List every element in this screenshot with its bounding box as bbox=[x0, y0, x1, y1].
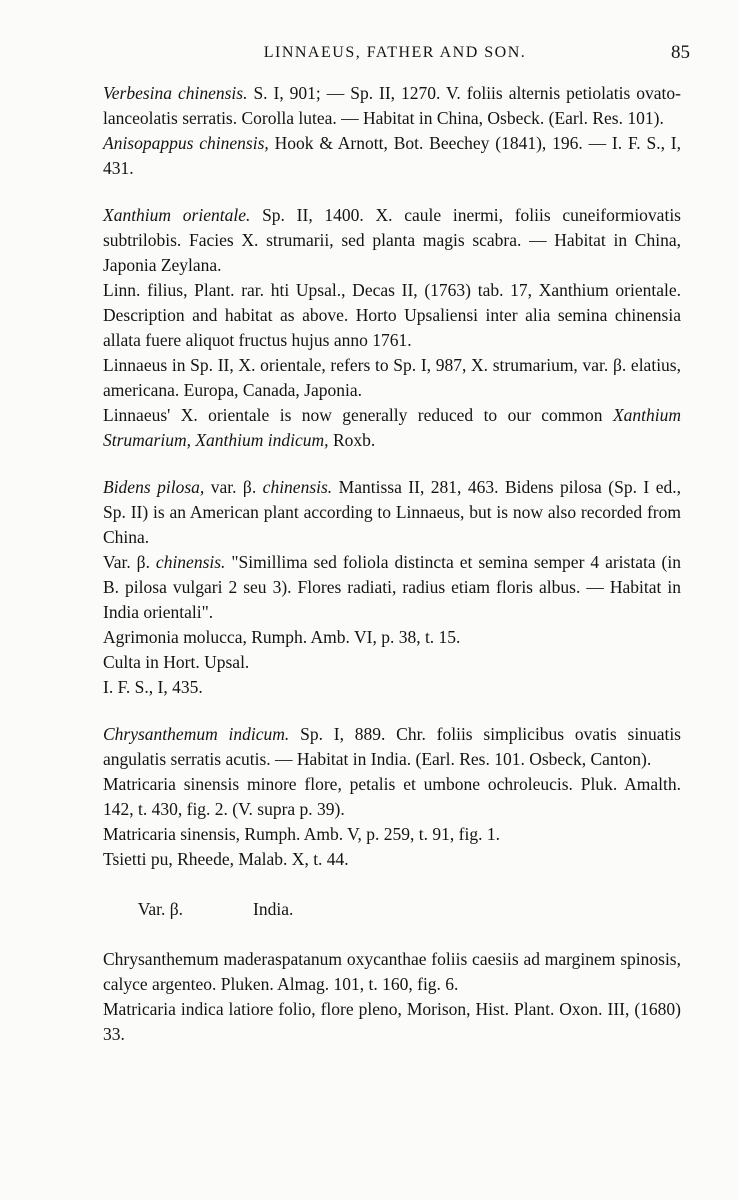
paragraph bbox=[103, 353, 681, 403]
paragraph bbox=[103, 722, 681, 772]
entry-verbesina bbox=[103, 81, 681, 181]
paragraph-text: Tsietti pu, Rheede, Malab. X, t. 44. bbox=[103, 849, 349, 869]
paragraph-text: Linnaeus' X. orientale is now generally reduced to our common bbox=[103, 405, 613, 425]
paragraph bbox=[103, 278, 681, 353]
paragraph-text: Roxb. bbox=[328, 430, 376, 450]
paragraph bbox=[103, 675, 681, 700]
paragraph-text: Sp. II, 1400. X. caule inermi, foliis cuneiformiovatis subtrilobis. Facies X. strumarii, sed planta magis scabra. — Habitat in China, Japonia Zeylana. bbox=[103, 205, 681, 275]
running-head: LINNAEUS, FATHER AND SON. bbox=[263, 44, 527, 61]
paragraph-text: Matricaria sinensis, Rumph. Amb. V, p. 259, t. 91, fig. 1. bbox=[103, 824, 500, 844]
paragraph bbox=[103, 650, 681, 675]
paragraph-text: Linnaeus in Sp. II, X. orientale, refers to Sp. I, 987, X. strumarium, var. β. elatius, americana. Europa, Canada, Japonia. bbox=[103, 355, 681, 400]
paragraph bbox=[103, 997, 681, 1047]
taxon-name: Xanthium orientale. bbox=[103, 205, 251, 225]
paragraph bbox=[103, 550, 681, 625]
taxon-name: Anisopappus chinensis, bbox=[103, 133, 269, 153]
entry-chrysanthemum bbox=[103, 722, 681, 1047]
paragraph-text: Matricaria indica latiore folio, flore pleno, Morison, Hist. Plant. Oxon. III, (1680) 33. bbox=[103, 999, 681, 1044]
paragraph-text: var. β. bbox=[204, 477, 263, 497]
paragraph bbox=[103, 872, 681, 947]
paragraph bbox=[103, 772, 681, 822]
paragraph-text: Var. β. India. bbox=[137, 899, 294, 919]
paragraph bbox=[103, 947, 681, 997]
paragraph-text: Mantissa II, 281, 463. Bidens pilosa (Sp. I ed., Sp. II) is an American plant according to Linnaeus, but is now also recorded from China. bbox=[103, 477, 681, 547]
page-header bbox=[100, 40, 690, 66]
taxon-name: Chrysanthemum indicum. bbox=[103, 724, 290, 744]
paragraph-text: S. I, 901; — Sp. II, 1270. V. foliis alternis petiolatis ovato-lanceolatis serratis. Corolla lutea. — Habitat in China, Osbeck. (Earl. Res. 101). bbox=[103, 83, 681, 128]
paragraph-text: I. F. S., I, 435. bbox=[103, 677, 203, 697]
taxon-name: chinensis. bbox=[262, 477, 333, 497]
paragraph-text: Agrimonia molucca, Rumph. Amb. VI, p. 38, t. 15. bbox=[103, 627, 461, 647]
taxon-name: Verbesina chinensis. bbox=[103, 83, 248, 103]
paragraph bbox=[103, 822, 681, 847]
page-number: 85 bbox=[671, 42, 690, 63]
paragraph-text: Sp. I, 889. Chr. foliis simplicibus ovatis sinuatis angulatis serratis acutis. — Habitat in India. (Earl. Res. 101. Osbeck, Canton). bbox=[103, 724, 681, 769]
paragraph-text: Hook & Arnott, Bot. Beechey (1841), 196. — I. F. S., I, 431. bbox=[103, 133, 681, 178]
paragraph bbox=[103, 625, 681, 650]
paragraph-text: Linn. filius, Plant. rar. hti Upsal., Decas II, (1763) tab. 17, Xanthium orientale. Description and habitat as above. Horto Upsaliensi inter alia semina chinensia allata fuere aliquot fructus hujus anno 1761. bbox=[103, 280, 681, 350]
paragraph bbox=[103, 403, 681, 453]
page-body bbox=[103, 81, 681, 1047]
paragraph bbox=[103, 203, 681, 278]
entry-bidens bbox=[103, 475, 681, 700]
paragraph-text: Var. β. bbox=[103, 552, 156, 572]
paragraph-text: "Simillima sed foliola distincta et semina semper 4 aristata (in B. pilosa vulgari 2 seu 3). Flores radiati, radius etiam floris albus. — Habitat in India orientali". bbox=[103, 552, 682, 622]
paragraph-text: Matricaria sinensis minore flore, petalis et umbone ochroleucis. Pluk. Amalth. 142, t. 430, fig. 2. (V. supra p. 39). bbox=[103, 774, 681, 819]
paragraph-text: Chrysanthemum maderaspatanum oxycanthae foliis caesiis ad marginem spinosis, calyce argenteo. Pluken. Almag. 101, t. 160, fig. 6. bbox=[103, 949, 681, 994]
entry-xanthium bbox=[103, 203, 681, 453]
paragraph bbox=[103, 475, 681, 550]
paragraph bbox=[103, 847, 681, 872]
taxon-name: Xanthium Strumarium, Xanthium indicum, bbox=[103, 405, 681, 450]
taxon-name: Bidens pilosa, bbox=[103, 477, 205, 497]
paragraph bbox=[103, 81, 681, 131]
paragraph-text: Culta in Hort. Upsal. bbox=[103, 652, 250, 672]
taxon-name: chinensis. bbox=[155, 552, 226, 572]
paragraph bbox=[103, 131, 681, 181]
